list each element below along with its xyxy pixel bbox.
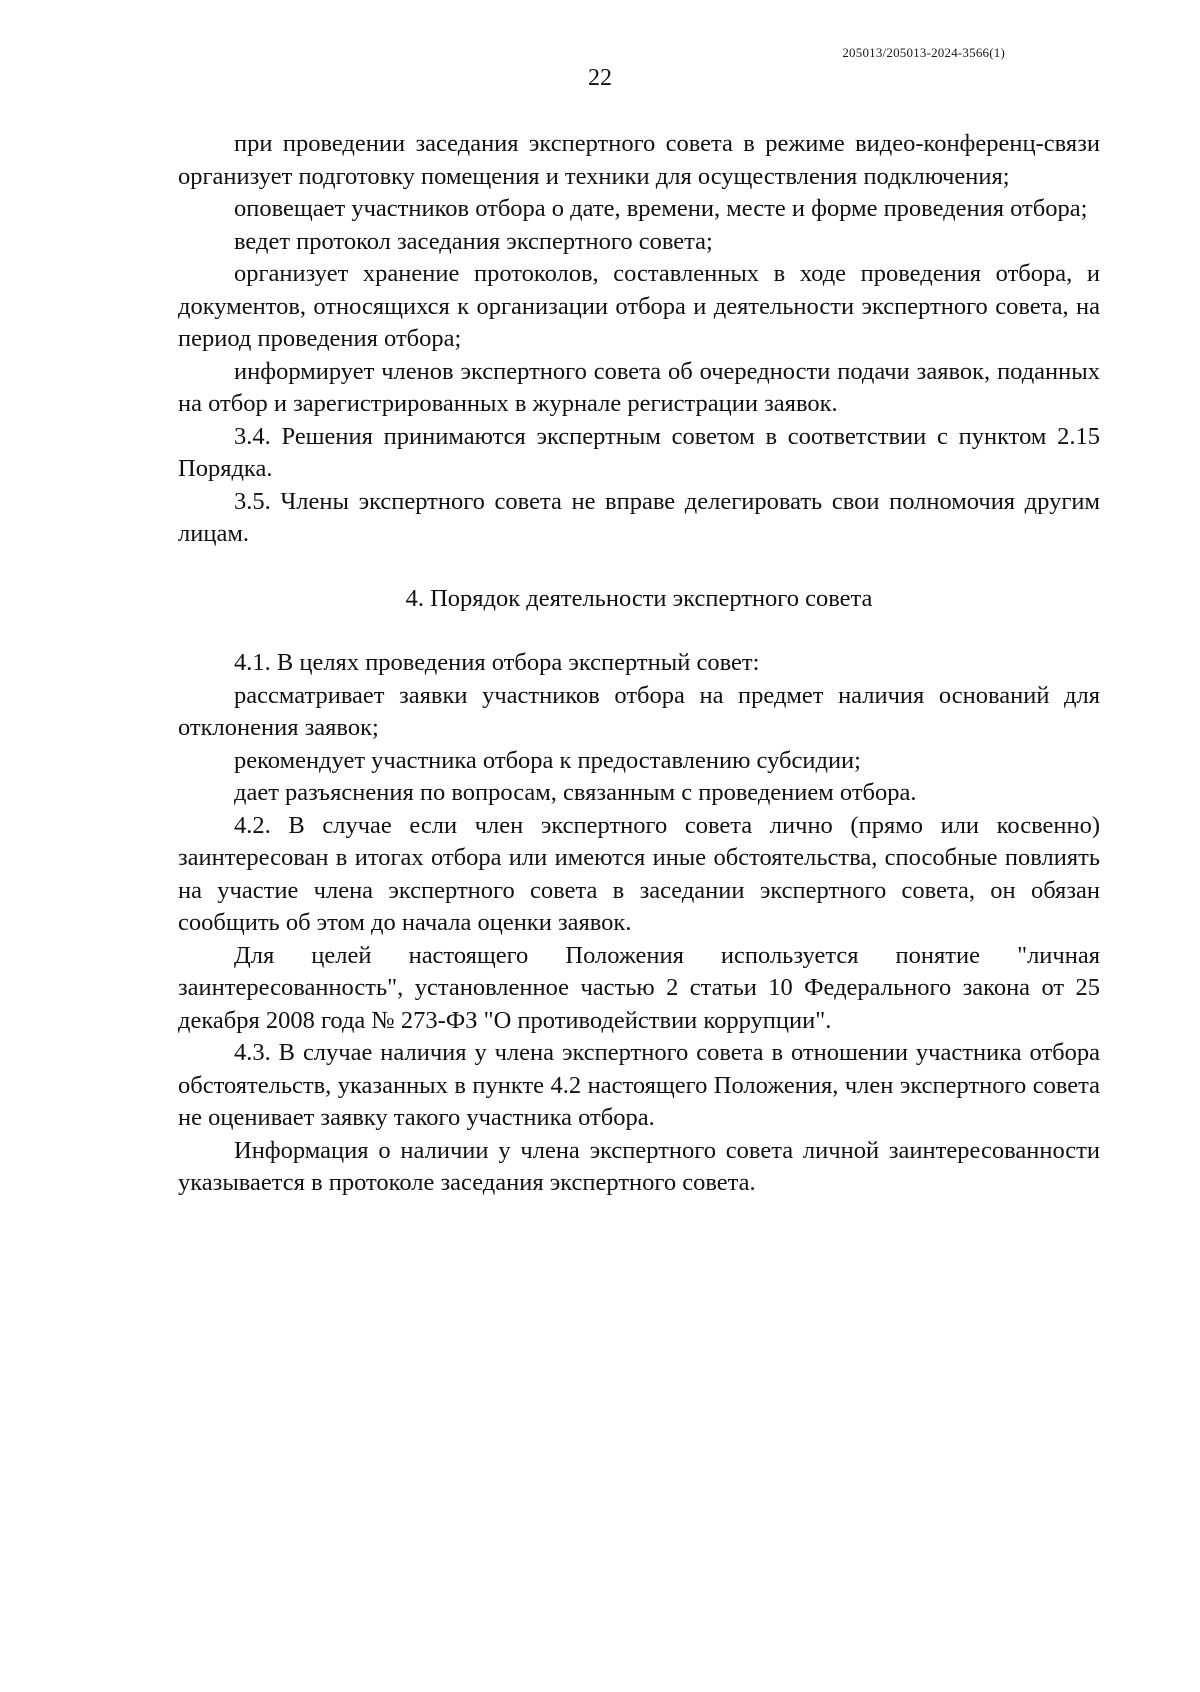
paragraph-3-5: 3.5. Члены экспертного совета не вправе делегировать свои полномочия другим лицам. bbox=[178, 487, 1100, 547]
paragraph-4-2: 4.2. В случае если член экспертного совета лично (прямо или косвенно) заинтересован в итогах отбора или имеются иные обстоятельства, способные повлиять на участие члена экспертного совета в заседании экспертного совета, он обязан сообщить об этом до начала оценки заявок. bbox=[178, 811, 1100, 936]
section-heading: 4. Порядок деятельности экспертного совета bbox=[405, 584, 873, 612]
page-number: 22 bbox=[588, 65, 612, 91]
paragraph: ведет протокол заседания экспертного совета; bbox=[234, 227, 713, 255]
paragraph: при проведении заседания экспертного совета в режиме видео-конференц-связи организует подготовку помещения и техники для осуществления подключения; bbox=[178, 130, 1100, 190]
paragraph: рекомендует участника отбора к предоставлению субсидии; bbox=[234, 746, 861, 774]
paragraph: информирует членов экспертного совета об очередности подачи заявок, поданных на отбор и зарегистрированных в журнале регистрации заявок. bbox=[178, 357, 1100, 417]
document-registration-number: 205013/205013-2024-3566(1) bbox=[842, 45, 1005, 60]
paragraph: рассматривает заявки участников отбора на предмет наличия оснований для отклонения заявок; bbox=[178, 681, 1100, 741]
paragraph-3-4: 3.4. Решения принимаются экспертным советом в соответствии с пунктом 2.15 Порядка. bbox=[178, 422, 1100, 482]
document-body bbox=[178, 128, 1100, 1200]
paragraph: Для целей настоящего Положения используется понятие "личная заинтересованность", установленное частью 2 статьи 10 Федерального закона от 25 декабря 2008 года № 273-ФЗ "О противодействии коррупции". bbox=[178, 941, 1100, 1034]
paragraph-4-1: 4.1. В целях проведения отбора экспертный совет: bbox=[234, 649, 760, 676]
paragraph: оповещает участников отбора о дате, времени, месте и форме проведения отбора; bbox=[234, 195, 1088, 222]
paragraph: дает разъяснения по вопросам, связанным с проведением отбора. bbox=[234, 779, 917, 806]
paragraph-4-3: 4.3. В случае наличия у члена экспертного совета в отношении участника отбора обстоятельств, указанных в пункте 4.2 настоящего Положения, член экспертного совета не оценивает заявку такого участника отбора. bbox=[178, 1039, 1100, 1131]
paragraph: организует хранение протоколов, составленных в ходе проведения отбора, и документов, относящихся к организации отбора и деятельности экспертного совета, на период проведения отбора; bbox=[178, 260, 1100, 352]
paragraph: Информация о наличии у члена экспертного совета личной заинтересованности указывается в протоколе заседания экспертного совета. bbox=[178, 1136, 1100, 1196]
